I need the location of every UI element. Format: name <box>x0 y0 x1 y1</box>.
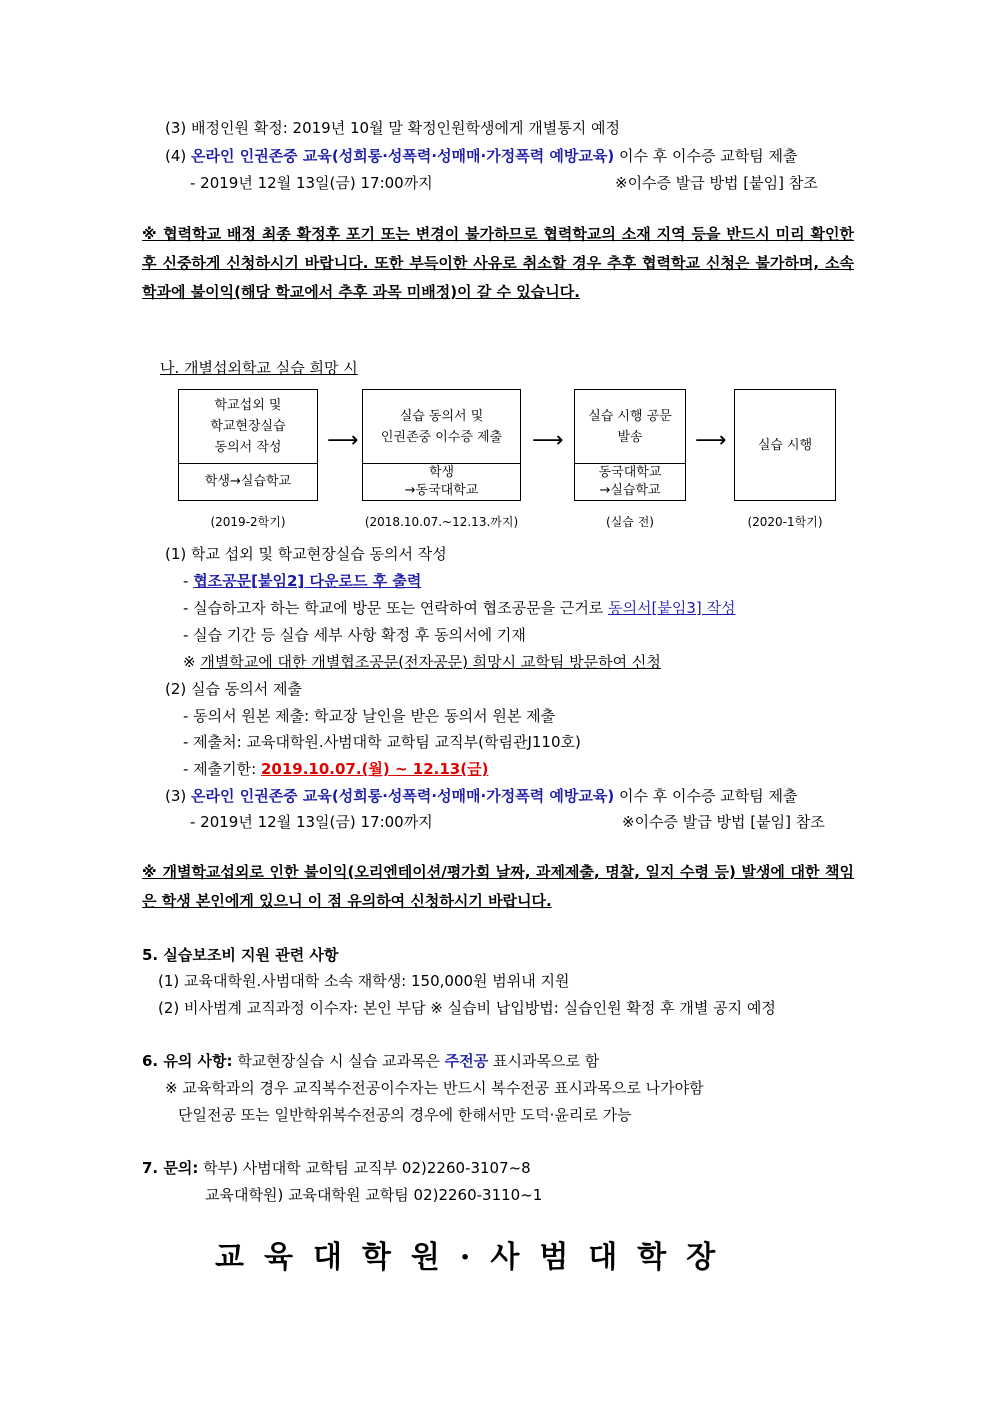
submission-period: 2019.10.07.(월) ~ 12.13(금) <box>260 760 489 778</box>
step-2-c <box>183 758 488 779</box>
flow-box2-line2: 인권존중 이수증 제출 <box>380 429 503 445</box>
step-3-course-name: 온라인 인권존중 교육(성희롱·성폭력·성매매·가정폭력 예방교육) <box>191 787 615 805</box>
flow-box4-line1: 실습 시행 <box>757 437 813 453</box>
step-2-a: - 동의서 원본 제출: 학교장 날인을 받은 동의서 원본 제출 <box>183 707 556 725</box>
flow-box3-actor-line2: →실습학교 <box>599 483 661 498</box>
step-1-a <box>183 570 421 591</box>
flow-box2-actor-line1: 학생 <box>428 465 455 480</box>
flow-arrow-3: ⟶ <box>695 428 727 453</box>
item-3-allocation: (3) 배정인원 확정: 2019년 10월 말 확정인원학생에게 개별통지 예정 <box>165 119 620 137</box>
flow-box-official-letter <box>574 389 686 501</box>
step-3-prefix: (3) <box>165 787 192 805</box>
section-6-text1: 학교현장실습 시 실습 교과목은 <box>232 1052 445 1070</box>
flow-box1-line3: 동의서 작성 <box>214 440 282 455</box>
notice-individual-contact: ※ 개별학교섭외로 인한 불이익(오리엔테이션/평가회 날짜, 과제제출, 명찰, 일지 수령 등) 발생에 대한 책임은 학생 본인에게 있으니 이 점 유의하여 신청하시기 바랍니다. <box>142 863 854 910</box>
step-1-b <box>183 597 736 618</box>
flow-caption-4: (2020-1학기) <box>747 515 823 529</box>
step-3-deadline: - 2019년 12월 13일(금) 17:00까지 <box>190 813 433 831</box>
step-2-b: - 제출처: 교육대학원.사범대학 교학팀 교직부(학림관J110호) <box>183 733 581 751</box>
step-1-c: - 실습 기간 등 실습 세부 사항 확정 후 동의서에 기재 <box>183 626 526 644</box>
section-7-line-1 <box>142 1157 531 1178</box>
section-6-title: 6. 유의 사항: <box>142 1052 233 1070</box>
section-6-major: 주전공 <box>444 1052 489 1070</box>
flow-box2-line1: 실습 동의서 및 <box>399 408 484 424</box>
flow-box3-line2: 발송 <box>617 429 643 445</box>
section-5-item-2: (2) 비사범계 교직과정 이수자: 본인 부담 ※ 실습비 납입방법: 실습인원 확정 후 개별 공지 예정 <box>158 999 776 1017</box>
section-7-contact-1: 학부) 사범대학 교학팀 교직부 02)2260-3107~8 <box>198 1159 531 1177</box>
step-1-a-dash: - <box>183 572 194 590</box>
section-na-title: 나. 개별섭외학교 실습 희망 시 <box>160 359 358 377</box>
section-6-note-2: 단일전공 또는 일반학위복수전공의 경우에 한해서만 도덕·윤리로 가능 <box>178 1106 632 1124</box>
step-3-rest: 이수 후 이수증 교학팀 제출 <box>614 787 798 805</box>
step-1-title: (1) 학교 섭외 및 학교현장실습 동의서 작성 <box>165 545 447 563</box>
consent-form-link[interactable]: 동의서[붙임3] 작성 <box>608 599 736 617</box>
step-1-d-mark: ※ <box>183 653 201 671</box>
step-2-title: (2) 실습 동의서 제출 <box>165 680 302 698</box>
section-6-note-1: ※ 교육학과의 경우 교직복수전공이수자는 반드시 복수전공 표시과목으로 나가야함 <box>165 1079 704 1097</box>
notice-cancellation-warning: ※ 협력학교 배정 최종 확정후 포기 또는 변경이 불가하므로 협력학교의 소재 지역 등을 반드시 미리 확인한 후 신중하게 신청하시기 바랍니다. 또한 부득이한 사유로 취소할 경우 추후 협력학교 신청은 불가하며, 소속 학과에 불이익(해당 학교에서 추후 과목 미배정)이 갈 수 있습니다. <box>142 225 854 301</box>
step-1-b-text: - 실습하고자 하는 학교에 방문 또는 연락하여 협조공문을 근거로 <box>183 599 609 617</box>
section-7-contact-2: 교육대학원) 교육대학원 교학팀 02)2260-3110~1 <box>205 1186 543 1204</box>
section-6-text2: 표시과목으로 함 <box>488 1052 600 1070</box>
flow-box-school-contact <box>178 389 318 501</box>
section-6-line <box>142 1050 599 1071</box>
item-4-reference: ※이수증 발급 방법 [붙임] 참조 <box>615 174 818 192</box>
step-3-reference: ※이수증 발급 방법 [붙임] 참조 <box>622 813 825 831</box>
flow-caption-3: (실습 전) <box>606 515 654 529</box>
step-1-d-text: 개별학교에 대한 개별협조공문(전자공문) 희망시 교학팀 방문하여 신청 <box>200 653 661 671</box>
section-7-title: 7. 문의: <box>142 1159 199 1177</box>
issuer-signature: 교육대학원·사범대학장 <box>215 1240 736 1275</box>
item-4-course-name: 온라인 인권존중 교육(성희롱·성폭력·성매매·가정폭력 예방교육) <box>191 147 615 165</box>
step-3-title <box>165 785 797 806</box>
item-4-prefix: (4) <box>165 147 192 165</box>
flow-box1-actor: 학생→실습학교 <box>204 474 292 489</box>
section-5-title: 5. 실습보조비 지원 관련 사항 <box>142 946 339 964</box>
step-1-d <box>183 651 661 672</box>
flow-caption-1: (2019-2학기) <box>210 515 286 529</box>
item-4-deadline: - 2019년 12월 13일(금) 17:00까지 <box>190 174 433 192</box>
flow-box1-line1: 학교섭외 및 <box>214 398 282 413</box>
step-2-c-text: - 제출기한: <box>183 760 261 778</box>
flow-box3-line1: 실습 시행 공문 <box>588 408 672 424</box>
flow-box-submit-consent <box>362 389 521 501</box>
flow-box-practice <box>734 389 836 501</box>
download-letter-link[interactable]: 협조공문[붙임2] 다운로드 후 출력 <box>193 572 422 590</box>
item-4-rest: 이수 후 이수증 교학팀 제출 <box>614 147 798 165</box>
flow-arrow-1: ⟶ <box>327 428 359 453</box>
flow-arrow-2: ⟶ <box>532 428 564 453</box>
flow-box3-actor-line1: 동국대학교 <box>598 465 662 480</box>
flow-box1-line2: 학교현장실습 <box>210 419 286 434</box>
item-4-online-training <box>165 145 797 166</box>
section-5-item-1: (1) 교육대학원.사범대학 소속 재학생: 150,000원 범위내 지원 <box>158 972 570 990</box>
flow-box2-actor-line2: →동국대학교 <box>404 483 479 498</box>
flow-caption-2: (2018.10.07.~12.13.까지) <box>364 515 519 529</box>
